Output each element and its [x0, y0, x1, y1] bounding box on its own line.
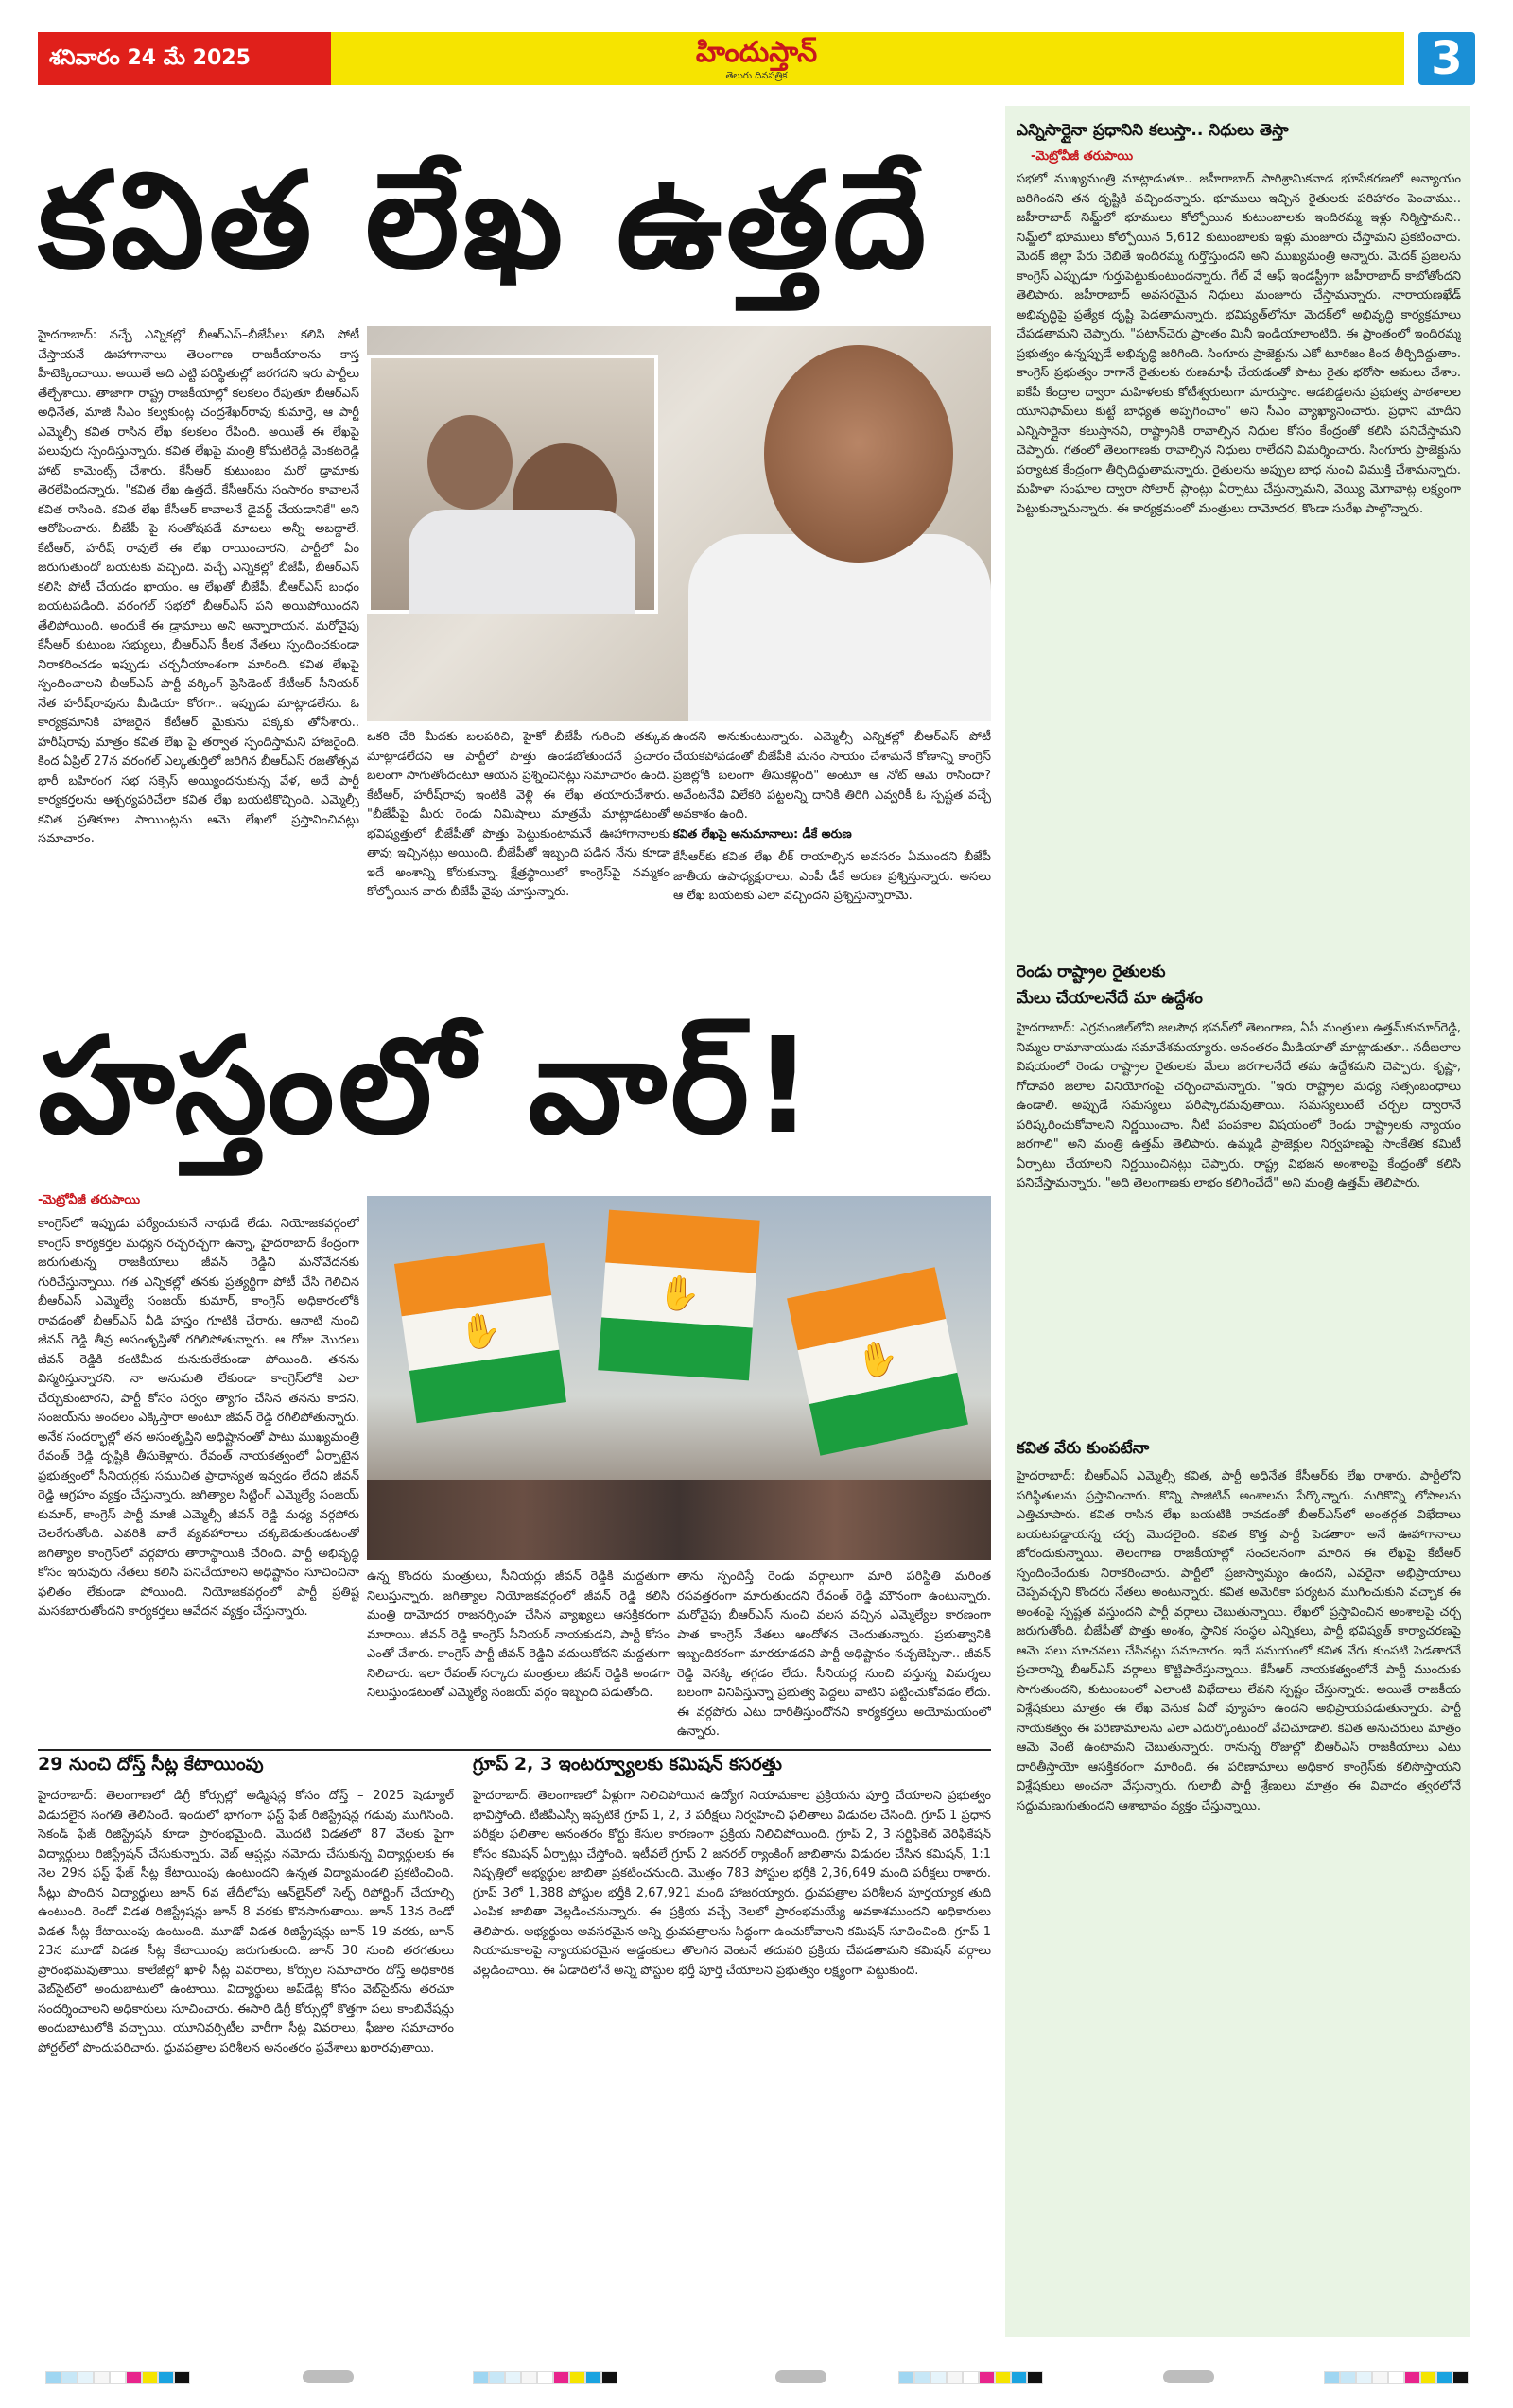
color-registration-bar	[473, 2371, 617, 2384]
registration-swatch	[963, 2371, 979, 2384]
registration-swatch	[489, 2371, 505, 2384]
registration-oval	[303, 2370, 354, 2383]
inset-photo	[367, 355, 658, 614]
issue-date: శనివారం 24 మే 2025	[49, 46, 251, 70]
registration-swatch	[78, 2371, 94, 2384]
person-figure	[764, 345, 953, 563]
rightcol-body2: హైదరాబాద్: ఎర్రమంజిల్‌లోని జలసౌధ భవన్‌లో తెలంగాణ, ఏపీ మంత్రులు ఉత్తమ్‌కుమార్‌రెడ్డి, నిమ్మల రామానాయుడు సమావేశమయ్యారు. అనంతరం మీడియాతో మాట్లాడుతూ.. నదీజలాల విషయంలో రెండు రాష్ట్రాల రైతులకు మేలు జరగాలనేదే తమ ఉద్దేశమని చెప్పారు. కృష్ణా, గోదావరి జలాల వినియోగంపై చర్చించామన్నారు. "ఇరు రాష్ట్రాల మధ్య సత్సంబంధాలు ఉండాలి. అప్పుడే సమస్యలు పరిష్కారమవుతాయి. సమస్యలుంటే చర్చల ద్వారానే పరిష్కరించుకోవాలని నిర్ణయించాం. నీటి పంపకాల విషయంలో రెండు రాష్ట్రాలకు న్యాయం జరగాలి" అని మంత్రి ఉత్తమ్ తెలిపారు. ఉమ్మడి ప్రాజెక్టుల నిర్వహణపై సాంకేతిక కమిటీ ఏర్పాటు చేయాలని నిర్ణయించినట్లు చెప్పారు. రాష్ట్ర విభజన అంశాలపై కేంద్రంతో కలిసి పనిచేస్తామన్నారు. "అది తెలంగాణకు లాభం కలిగించేదే" అని మంత్రి ఉత్తమ్ తెలిపారు.	[1017, 1021, 1461, 1190]
divider	[38, 1749, 991, 1751]
masthead-title: హిందుస్తాన్	[695, 36, 818, 69]
congress-flag	[598, 1210, 759, 1381]
story2-byline: -మెట్రోవీజీ తరుపాయి	[38, 1193, 141, 1207]
congress-flag	[787, 1267, 968, 1456]
registration-swatch	[61, 2371, 78, 2384]
rightcol-headline3: కవిత వేరు కుంపటేనా	[1017, 1439, 1150, 1458]
registration-swatch	[1011, 2371, 1027, 2384]
registration-swatch	[979, 2371, 995, 2384]
story2-headline: హస్తంలో వార్!	[38, 1010, 817, 1164]
registration-swatch	[521, 2371, 537, 2384]
rightcol-body1: సభలో ముఖ్యమంత్రి మాట్లాడుతూ.. జహీరాబాద్ పారిశ్రామికవాడ భూసేకరణలో అన్యాయం జరిగిందని తన దృష్టికి వచ్చిందన్నారు. భూములు ఇచ్చిన రైతులకు పరిహారం పెంచాము.. జహీరాబాద్ నిమ్జ్‌లో భూములు కోల్పోయిన కుటుంబాలకు ఇందిరమ్మ ఇళ్లు నిర్మిస్తామని.. నిమ్జ్‌లో భూములు కోల్పోయిన 5,612 కుటుంబాలకు ఇళ్లు మంజూరు చేస్తామని ప్రకటించారు. మెదక్ జిల్లా పేరు చెబితే ఇందిరమ్మ గుర్తొస్తుందని అని ముఖ్యమంత్రి అన్నారు. మెదక్ ప్రజలను కాంగ్రెస్ ఎప్పుడూ గుర్తుపెట్టుకుంటుందన్నారు. గేట్ వే ఆఫ్ ఇండస్ట్రీగా జహీరాబాద్ కాబోతోందని తెలిపారు. జహీరాబాద్ అవసరమైన నిధులు మంజూరు చేస్తామన్నారు. నారాయణఖేడ్ అభివృద్ధిపై ప్రత్యేక దృష్టి పెడతామన్నారు. భవిష్యత్‌లోనూ మెదక్‌లో అభివృద్ధి కార్యక్రమాలు చేపడతామని చెప్పారు. "పటాన్‌చెరు ప్రాంతం మినీ ఇండియాలాంటిది. ఈ ప్రాంతంలో ఇందిరమ్మ ప్రభుత్వం ఉన్నప్పుడే అభివృద్ధి జరిగింది. సింగూరు ప్రాజెక్టును ఎకో టూరిజం కింద తీర్చిదిద్దుతాం. కాంగ్రెస్ ప్రభుత్వం రాగానే రైతులకు రుణమాఫీ చేయడంతో పాటు రైతు భరోసా అమలు చేశాం. ఐకేపీ కేంద్రాల ద్వారా మహిళలకు కోటీశ్వరులుగా మారుస్తాం. ఆడబిడ్డలను ప్రభుత్వ పాఠశాలల యూనిఫామ్‌లు కుట్టే బాధ్యత అప్పగించాం" అని సీఎం వ్యాఖ్యానించారు. ప్రధాని మోదీని ఎన్నిసార్లైనా కలుస్తానని, రాష్ట్రానికి రావాల్సిన నిధుల కోసం కేంద్రంతో కలిసి పనిచేస్తామని చెప్పారు. గతంలో తెలంగాణకు రావాల్సిన నిధులు రాలేదని విమర్శించారు. సింగూరు ప్రాజెక్టును పర్యాటక కేంద్రంగా తీర్చిదిద్దుతామన్నారు. రైతులను అప్పుల బాధ నుంచి విముక్తి చేశామన్నారు. మహిళా సంఘాల ద్వారా సోలార్ ప్లాంట్లు ఏర్పాటు చేస్తున్నామని, వెయ్యి మెగావాట్ల లక్ష్యంగా పెట్టుకున్నామన్నారు. ఈ కార్యక్రమంలో మంత్రులు దామోదర, కొండా సురేఖ పాల్గొన్నారు.	[1017, 172, 1461, 516]
rightcol-headline2b: మేలు చేయాలనేదే మా ఉద్దేశం	[1017, 989, 1203, 1008]
registration-swatch	[537, 2371, 553, 2384]
registration-swatch	[995, 2371, 1011, 2384]
story2-body-col3: తాను స్పందిస్తే రెండు వర్గాలుగా మారి పరిస్థితి మరింత రసవత్తరంగా మారుతుందని రేవంత్ రెడ్డి మౌనంగా ఉంటున్నారు. మరోవైపు బీఆర్ఎస్ నుంచి వలస వచ్చిన ఎమ్మెల్యేల కారణంగా పాత కాంగ్రెస్ నేతలు ఆందోళన చెందుతున్నారు. ప్రభుత్వానికి ఇబ్బందికరంగా మారకూడదని పార్టీ అధిష్టానం నచ్చజెప్పినా.. జీవన్ రెడ్డి వెనక్కి తగ్గడం లేదు. సీనియర్ల నుంచి వస్తున్న విమర్శలు బలంగా వినిపిస్తున్నా ప్రభుత్వ పెద్దలు వాటిని పట్టించుకోవడం లేదు. ఈ వర్గపోరు ఎటు దారితీస్తుందోనని కార్యకర్తలు అయోమయంలో ఉన్నారు.	[677, 1569, 991, 1739]
registration-swatch	[174, 2371, 190, 2384]
registration-swatch	[126, 2371, 142, 2384]
registration-swatch	[1436, 2371, 1452, 2384]
story2-photo	[367, 1196, 991, 1560]
rightcol-byline1: -మెట్రోవీజీ తరుపాయి	[1031, 149, 1134, 164]
congress-flag	[394, 1243, 566, 1424]
rightcol-headline1: ఎన్నిసార్లైనా ప్రధానిని కలుస్తా.. నిధులు తెస్తా	[1017, 121, 1289, 140]
registration-swatch	[505, 2371, 521, 2384]
registration-swatch	[898, 2371, 914, 2384]
registration-swatch	[1340, 2371, 1356, 2384]
rightcol-headline2a: రెండు రాష్ట్రాల రైతులకు	[1017, 962, 1166, 981]
story1-body-col2: ఒకరి చేరి మీదకు బలపరిచి, హైకో బీజేపీ గురించి తక్కువ మాట్లాడలేదని ఆ పార్టీలో పొత్తు ఉండబోతుందనే ప్రచారం బలంగా సాగుతోందంటూ ఆయన ప్రశ్నించినట్లు సమాచారం ఉంది. కేటీఆర్, హరీష్‌రావు ఇంటికి వెళ్లి ఈ లేఖ తయారుచేశారు. "బీజేపీపై మీరు రెండు నిమిషాలు మాత్రమే మాట్లాడటంతో భవిష్యత్తులో బీజేపీతో పొత్తు పెట్టుకుంటామనే ఊహాగానాలకు తావు ఇచ్చినట్లు అయింది. బీజేపీతో ఇబ్బంది పడిన నేను కూడా ఇదే అంశాన్ని కోరుకున్నా. క్షేత్రస్థాయిలో కాంగ్రెస్‌పై నమ్మకం కోల్పోయిన వారు బీజేపీ వైపు చూస్తున్నారు.	[367, 730, 670, 899]
registration-swatch	[1452, 2371, 1469, 2384]
crowd	[367, 1480, 991, 1560]
rightcol-body3: హైదరాబాద్: బీఆర్ఎస్ ఎమ్మెల్సీ కవిత, పార్టీ అధినేత కేసీఆర్‌కు లేఖ రాశారు. పార్టీలోని పరిస్థితులను ప్రస్తావించారు. కొన్ని పాజిటివ్ అంశాలను పేర్కొన్నారు. మరికొన్ని లోపాలను ఎత్తిచూపారు. కవిత రాసిన లేఖ బయటికి రావడంతో బీఆర్ఎస్‌లో అంతర్గత విభేదాలు బయటపడ్డాయన్న చర్చ మొదలైంది. కవిత కొత్త పార్టీ పెడతారా అనే ఊహాగానాలు జోరందుకున్నాయి. తెలంగాణ రాజకీయాల్లో సంచలనంగా మారిన ఈ లేఖపై కేటీఆర్ స్పందించేందుకు నిరాకరించారు. పార్టీలో ప్రజాస్వామ్యం ఉందని, ఎవరైనా అభిప్రాయాలు చెప్పవచ్చని కొందరు నేతలు అంటున్నారు. కవిత అమెరికా పర్యటన ముగించుకుని వచ్చాక ఈ అంశంపై స్పష్టత వస్తుందని పార్టీ వర్గాలు చెబుతున్నాయి. లేఖలో ప్రస్తావించిన అంశాలపై చర్చ జరుగుతోంది. బీజేపీతో పొత్తు అంశం, స్థానిక సంస్థల ఎన్నికలు, పార్టీ భవిష్యత్ కార్యాచరణపై ఆమె పలు సూచనలు చేసినట్లు సమాచారం. ఇదే సమయంలో కవిత వేరు కుంపటి పెడతారనే ప్రచారాన్ని బీఆర్ఎస్ వర్గాలు కొట్టిపారేస్తున్నాయి. కేసీఆర్ నాయకత్వంలోనే పార్టీ ముందుకు సాగుతుందని, కుటుంబంలో ఎలాంటి విభేదాలు లేవని స్పష్టం చేస్తున్నారు. అయితే రాజకీయ విశ్లేషకులు మాత్రం ఈ లేఖ వెనుక ఏదో వ్యూహం ఉందని అభిప్రాయపడుతున్నారు. పార్టీ నాయకత్వం ఈ పరిణామాలను ఎలా ఎదుర్కొంటుందో వేచిచూడాలి. కవిత అనుచరులు మాత్రం ఆమె వెంటే ఉంటామని చెబుతున్నారు. రానున్న రోజుల్లో బీఆర్ఎస్ రాజకీయాలు ఎటు దారితీస్తాయో ఆసక్తికరంగా మారింది. ఈ పరిణామాలు అధికార కాంగ్రెస్‌కు కలిసొస్తాయని విశ్లేషకులు అంచనా వేస్తున్నారు. గులాబీ పార్టీ శ్రేణులు మాత్రం ఈ వివాదం త్వరలోనే సద్దుమణుగుతుందని ఆశాభావం వ్యక్తం చేస్తున్నాయి.	[1017, 1469, 1461, 1813]
registration-swatch	[1027, 2371, 1043, 2384]
registration-swatch	[1404, 2371, 1420, 2384]
story4-headline: గ్రూప్‌ 2, 3 ఇంటర్వ్యూలకు కమిషన్ కసరత్తు	[473, 1754, 782, 1775]
registration-swatch	[1420, 2371, 1436, 2384]
registration-swatch	[1372, 2371, 1388, 2384]
page-number: 3	[1418, 32, 1475, 85]
story1-photo	[367, 326, 991, 721]
registration-oval	[775, 2370, 826, 2383]
registration-swatch	[585, 2371, 601, 2384]
color-registration-bar	[45, 2371, 190, 2384]
registration-swatch	[110, 2371, 126, 2384]
story2-body-col1: కాంగ్రెస్‌లో ఇప్పుడు పర్యేంచుకునే నాథుడే లేడు. నియోజకవర్గంలో కాంగ్రెస్ కార్యకర్తల మధ్యన రచ్చరచ్చగా ఉన్నా, హైదరాబాద్ కేంద్రంగా జరుగుతున్న రాజకీయాలు జీవన్ రెడ్డిని మనోవేదనకు గురిచేస్తున్నాయి. గత ఎన్నికల్లో తనకు ప్రత్యర్థిగా పోటీ చేసి గెలిచిన బీఆర్ఎస్ ఎమ్మెల్యే సంజయ్ కుమార్, కాంగ్రెస్ అధికారంలోకి రావడంతో బీఆర్ఎస్ వీడి హస్తం గూటికి చేరారు. ఆనాటి నుంచి జీవన్ రెడ్డి తీవ్ర అసంతృప్తితో రగిలిపోతున్నారు. ఆ రోజు మొదలు జీవన్ రెడ్డికి కంటిమీద కునుకులేకుండా పోయింది. తనను విస్మరిస్తున్నారని, నా అనుమతి లేకుండా కాంగ్రెస్‌లోకి ఎలా చేర్చుకుంటారని, పార్టీ కోసం సర్వం త్యాగం చేసిన తనను కాదని, సంజయ్‌ను అందలం ఎక్కిస్తారా అంటూ జీవన్ రెడ్డి రగిలిపోతున్నారు. అనేక సందర్భాల్లో తన అసంతృప్తిని అధిష్టానంతో పాటు ముఖ్యమంత్రి రేవంత్ రెడ్డి దృష్టికి తీసుకెళ్లారు. రేవంత్ నాయకత్వంలో ఏర్పాటైన ప్రభుత్వంలో సీనియర్లకు సముచిత ప్రాధాన్యత ఇవ్వడం లేదని జీవన్ రెడ్డి ఆగ్రహం వ్యక్తం చేస్తున్నారు. జగిత్యాల సిట్టింగ్ ఎమ్మెల్యే సంజయ్ కుమార్, కాంగ్రెస్ పార్టీ మాజీ ఎమ్మెల్సీ జీవన్ రెడ్డి మధ్య వర్గపోరు చెలరేగుతోంది. ఎవరికి వారే వ్యవహారాలు చక్కబెడుతుండటంతో జగిత్యాల కాంగ్రెస్‌లో వర్గపోరు తారాస్థాయికి చేరింది. పార్టీ అభివృద్ధి కోసం ఇరువురు నేతలు కలిసి పనిచేయాలని అధిష్టానం సూచించినా ఫలితం లేకుండా పోయింది. నియోజకవర్గంలో పార్టీ ప్రతిష్ట మసకబారుతోందని కార్యకర్తలు ఆవేదన వ్యక్తం చేస్తున్నారు.	[38, 1217, 359, 1619]
registration-swatch	[45, 2371, 61, 2384]
person-clothing	[409, 510, 635, 614]
registration-swatch	[1324, 2371, 1340, 2384]
color-registration-bar	[1324, 2371, 1469, 2384]
registration-swatch	[601, 2371, 617, 2384]
story1-body-col1: హైదరాబాద్: వచ్చే ఎన్నికల్లో బీఆర్ఎస్–బీజేపీలు కలిసి పోటీ చేస్తాయనే ఊహాగానాలు తెలంగాణ రాజకీయాలను కాస్త హీటెక్కించాయి. అయితే అది ఎట్టి పరిస్థితుల్లో జరగదని ఇరు పార్టీలు తేల్చేశాయి. తాజాగా రాష్ట్ర రాజకీయాల్లో కలకలం రేపుతూ బీఆర్ఎస్ అధినేత, మాజీ సీఎం కల్వకుంట్ల చంద్రశేఖర్‌రావు కుమార్తె, ఆ పార్టీ ఎమ్మెల్సీ కవిత రాసిన లేఖ కలకలం రేపింది. అయితే ఈ లేఖపై పలువురు స్పందిస్తున్నారు. కవిత లేఖపై మంత్రి కోమటిరెడ్డి వెంకటరెడ్డి హాట్ కామెంట్స్ చేశారు. కేసీఆర్ కుటుంబం మరో డ్రామాకు తెరలేపిందన్నారు. "కవిత లేఖ ఉత్తదే. కేసీఆర్‌ను సంసారం కావాలనే కవిత రాసింది. కవిత లేఖ కేసీఆర్ కావాలనే డైవర్ట్ చేయడానికే" అని ఆరోపించారు. బీజేపీ పై సంతోషపడే మాటలు అన్నీ అబద్దాలే. కేటీఆర్, హరీష్ రావులే ఈ లేఖ రాయించారని, పార్టీలో ఏం జరుగుతుందో బయటకు వచ్చింది. వచ్చే ఎన్నికల్లో బీజేపీ, బీఆర్ఎస్ కలిసి పోటీ చేయడం ఖాయం. ఆ లేఖతో బీజేపీ, బీఆర్ఎస్ బంధం బయటపడింది. వరంగల్ సభలో బీఆర్ఎస్ పని అయిపోయిందని తేలిపోయింది. అందుకే ఈ డ్రామాలు అని అన్నారాయన. మరోవైపు కేసీఆర్ కుటుంబ సభ్యులు, బీఆర్ఎస్ కీలక నేతలు స్పందించకుండా నిరాకరించడం ఇప్పుడు చర్చనీయాంశంగా మారింది. కవిత లేఖపై స్పందించాలని బీఆర్ఎస్ పార్టీ వర్కింగ్ ప్రెసిడెంట్ కేటీఆర్ సీనియర్ నేత హరీష్‌రావును మీడియా కోరగా.. ఇప్పుడు మాట్లాడలేను. ఓ కార్యక్రమానికి హాజరైన కేటీఆర్ మైకును పక్కకు తోసేశారు.. హరీష్‌రావు మాత్రం కవిత లేఖ పై తర్వాత స్పందిస్తామని హాజరైంది. కింద ఏప్రిల్ 27న వరంగల్ ఎల్కతుర్తిలో జరిగిన బీఆర్ఎస్ రజతోత్సవ భారీ బహిరంగ సభ సక్సెస్ అయ్యిందనుకున్న వేళ, అదే పార్టీ కార్యకర్తలను ఆశ్చర్యపరిచేలా కవిత లేఖ బయటికొచ్చింది. ఎమ్మెల్సీ కవిత ప్రతికూల పాయింట్లను ఆమె లేఖలో ప్రస్తావించినట్లు సమాచారం.	[38, 328, 359, 846]
masthead-logo	[681, 34, 832, 83]
story3-headline: 29 నుంచి దోస్త్ సీట్ల కేటాయింపు	[38, 1754, 264, 1775]
story1-col3-wrap	[673, 728, 991, 964]
registration-swatch	[142, 2371, 158, 2384]
person-figure	[427, 415, 513, 510]
story1-body-col3b: కేసీఆర్‌కు కవిత లేఖ లీక్ రాయాల్సిన అవసరం ఏముందని బీజేపీ జాతీయ ఉపాధ్యక్షురాలు, ఎంపీ డీకే అరుణ ప్రశ్నిస్తున్నారు. అసలు ఆ లేఖ బయటకు ఎలా వచ్చిందని ప్రశ్నిస్తున్నారామె.	[673, 850, 991, 903]
registration-swatch	[1388, 2371, 1404, 2384]
story4-body: హైదరాబాద్: తెలంగాణలో ఏళ్లుగా నిలిచిపోయిన ఉద్యోగ నియామకాల ప్రక్రియను పూర్తి చేయాలని ప్రభుత్వం భావిస్తోంది. టీజీపీఎస్సీ ఇప్పటికే గ్రూప్ 1, 2, 3 పరీక్షలు నిర్వహించి ఫలితాలు విడుదల చేసింది. గ్రూప్ 1 ప్రధాన పరీక్షల ఫలితాల అనంతరం కోర్టు కేసుల కారణంగా ప్రక్రియ నిలిచిపోయింది. గ్రూప్ 2, 3 సర్టిఫికెట్ వెరిఫికేషన్ కోసం కమిషన్ ఏర్పాట్లు చేస్తోంది. ఇటీవలే గ్రూప్ 2 జనరల్ ర్యాంకింగ్ జాబితాను విడుదల చేసిన కమిషన్, 1:1 నిష్పత్తిలో అభ్యర్థుల జాబితా ప్రకటించనుంది. మొత్తం 783 పోస్టుల భర్తీకి 2,36,649 మంది పరీక్షలు రాశారు. గ్రూప్ 3లో 1,388 పోస్టుల భర్తీకి 2,67,921 మంది హాజరయ్యారు. ధ్రువపత్రాల పరిశీలన పూర్తయ్యాక తుది ఎంపిక జాబితా వెల్లడించనున్నారు. ఈ ప్రక్రియ వచ్చే నెలలో ప్రారంభమయ్యే అవకాశముందని అధికారులు తెలిపారు. అభ్యర్థులు అవసరమైన అన్ని ధ్రువపత్రాలను సిద్ధంగా ఉంచుకోవాలని కమిషన్ సూచించింది. గ్రూప్ 1 నియామకాలపై న్యాయపరమైన అడ్డంకులు తొలగిన వెంటనే తదుపరి ప్రక్రియ చేపడతామని కమిషన్ వర్గాలు వెల్లడించాయి. ఈ ఏడాదిలోనే అన్ని పోస్టుల భర్తీ పూర్తి చేయాలని ప్రభుత్వం లక్ష్యంగా పెట్టుకుంది.	[473, 1789, 991, 1978]
registration-swatch	[569, 2371, 585, 2384]
registration-oval	[1163, 2370, 1214, 2383]
color-registration-bar	[898, 2371, 1043, 2384]
story3-body: హైదరాబాద్: తెలంగాణలో డిగ్రీ కోర్సుల్లో అడ్మిషన్ల కోసం దోస్త్ – 2025 షెడ్యూల్ విడుదలైన సంగతి తెలిసిందే. ఇందులో భాగంగా ఫస్ట్ ఫేజ్ రిజిస్ట్రేషన్ల గడువు ముగిసింది. సెకండ్ ఫేజ్ రిజిస్ట్రేషన్ కూడా ప్రారంభమైంది. మొదటి విడతలో 87 వేలకు పైగా విద్యార్థులు రిజిస్ట్రేషన్ చేసుకున్నారు. వెబ్ ఆప్షన్లు నమోదు చేసుకున్న విద్యార్థులకు ఈ నెల 29న ఫస్ట్ ఫేజ్ సీట్ల కేటాయింపు ఉంటుందని ఉన్నత విద్యామండలి ప్రకటించింది. సీట్లు పొందిన విద్యార్థులు జూన్ 6వ తేదీలోపు ఆన్‌లైన్‌లో సెల్ఫ్ రిపోర్టింగ్ చేయాల్సి ఉంటుంది. రెండో విడత రిజిస్ట్రేషన్లు జూన్ 8 వరకు కొనసాగుతాయి. జూన్ 13న రెండో విడత సీట్ల కేటాయింపు ఉంటుంది. మూడో విడత రిజిస్ట్రేషన్లు జూన్ 19 వరకు, జూన్ 23న మూడో విడత సీట్ల కేటాయింపు జరుగుతుంది. జూన్ 30 నుంచి తరగతులు ప్రారంభమవుతాయి. కాలేజీల్లో ఖాళీ సీట్ల వివరాలు, కోర్సుల సమాచారం దోస్త్ అధికారిక వెబ్‌సైట్‌లో అందుబాటులో ఉంటాయి. విద్యార్థులు అప్‌డేట్ల కోసం వెబ్‌సైట్‌ను తరచూ సందర్శించాలని అధికారులు సూచించారు. ఈసారి డిగ్రీ కోర్సుల్లో కొత్తగా పలు కాంబినేషన్లు అందుబాటులోకి వచ్చాయి. యూనివర్సిటీల వారీగా సీట్ల వివరాలు, ఫీజుల సమాచారం పోర్టల్‌లో పొందుపరిచారు. ధ్రువపత్రాల పరిశీలన అనంతరం ప్రవేశాలు ఖరారవుతాయి.	[38, 1789, 454, 2055]
registration-swatch	[1356, 2371, 1372, 2384]
story1-headline: కవిత లేఖ ఉత్తదే	[38, 145, 930, 299]
registration-swatch	[158, 2371, 174, 2384]
person-clothing	[688, 534, 991, 721]
story1-subhead: కవిత లేఖపై అనుమానాలు: డీకే అరుణ	[673, 826, 852, 840]
registration-swatch	[914, 2371, 930, 2384]
story1-body-col3: ఉందని అనుకుంటున్నారు. ఎమ్మెల్సీ ఎన్నికల్లో బీఆర్ఎస్ పోటీ చేయకపోవడంతో బీజేపీకి మనం సాయం చేశామనే కోణాన్ని కాంగ్రెస్ ప్రజల్లోకి బలంగా తీసుకెళ్లింది" అంటూ ఆ నోట్ ఆమె రాసిందా? అవేంటనేవి విలేకరి పట్టలన్ని దానికి తిరిగి ఎవ్వరికీ ఓ స్పష్టత వచ్చే అవకాశం ఉంది.	[673, 730, 991, 822]
registration-swatch	[473, 2371, 489, 2384]
registration-swatch	[94, 2371, 110, 2384]
registration-swatch	[553, 2371, 569, 2384]
registration-swatch	[947, 2371, 963, 2384]
masthead-tagline: తెలుగు దినపత్రిక	[725, 71, 788, 81]
registration-swatch	[930, 2371, 947, 2384]
story2-body-col2: ఉన్న కొందరు మంత్రులు, సీనియర్లు జీవన్ రెడ్డికి మద్దతుగా నిలుస్తున్నారు. జగిత్యాల నియోజకవర్గంలో జీవన్ రెడ్డి కలిసి మంత్రి దామోదర రాజనర్సింహ చేసిన వ్యాఖ్యలు ఆసక్తికరంగా మారాయి. జీవన్ రెడ్డి కాంగ్రెస్ సీనియర్ నాయకుడని, పార్టీ కోసం ఎంతో చేశారు. కాంగ్రెస్ పార్టీ జీవన్ రెడ్డిని వదులుకోదని మద్దతుగా నిలిచారు. ఇలా రేవంత్ సర్కారు మంత్రులు జీవన్ రెడ్డికి అండగా నిలుస్తుండటంతో ఎమ్మెల్యే సంజయ్ వర్గం ఇబ్బంది పడుతోంది.	[367, 1569, 670, 1700]
